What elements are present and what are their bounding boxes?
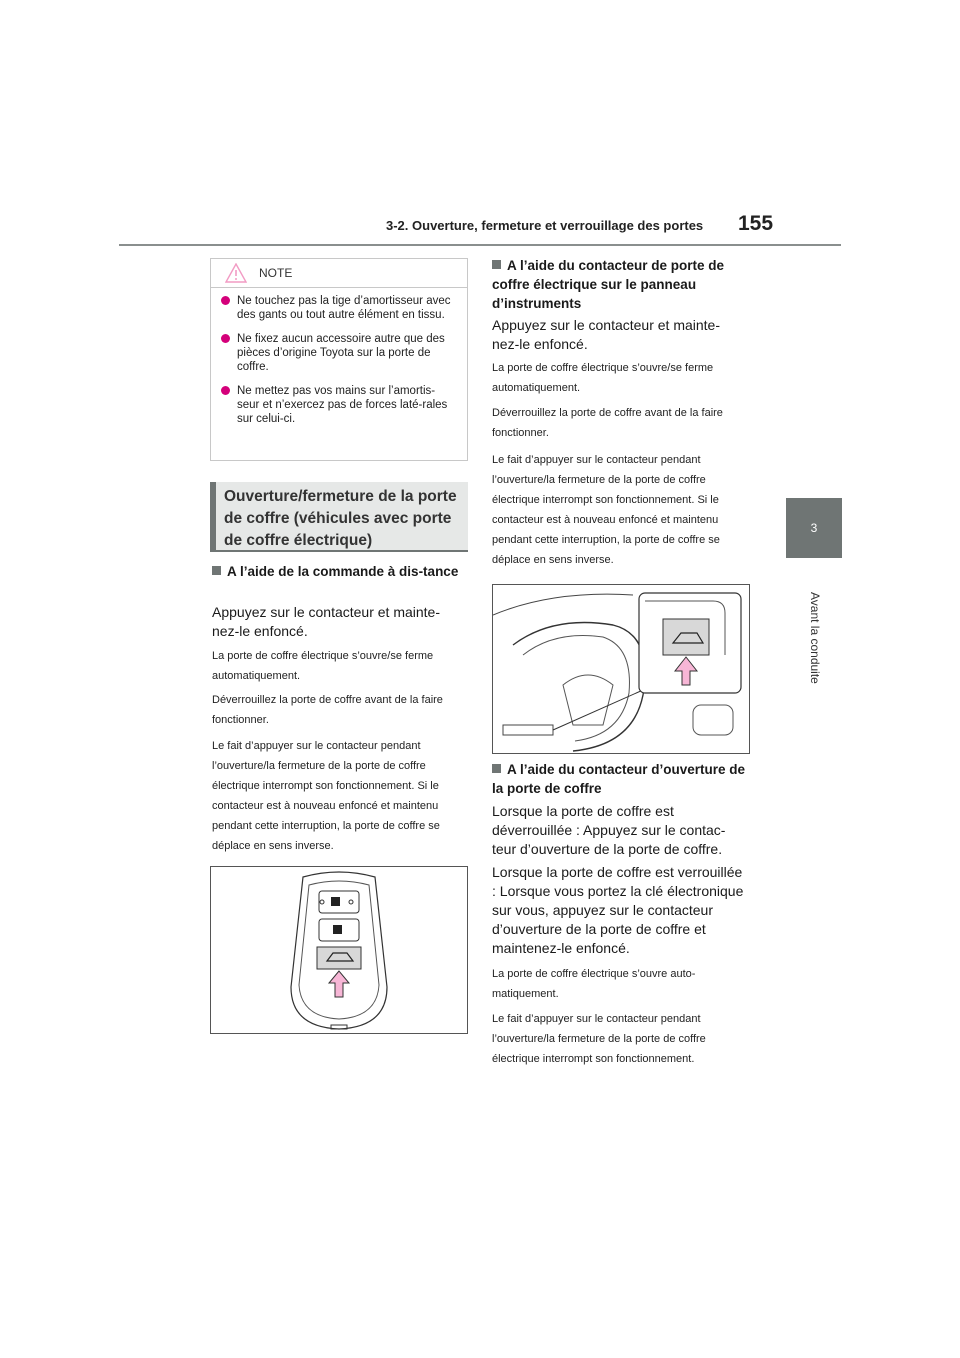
- header-divider: [119, 244, 841, 246]
- dashboard-illustration: [492, 584, 750, 754]
- section-title: Ouverture/fermeture de la porte de coffre (véhicules avec porte de coffre électrique): [224, 488, 457, 549]
- note-header: [211, 259, 467, 288]
- note-item: Ne fixez aucun accessoire autre que des pièces d’origine Toyota sur la porte de coffre.: [221, 332, 455, 374]
- square-bullet-icon: [492, 260, 501, 269]
- subheading-remote: A l’aide de la commande à dis-tance: [212, 562, 462, 581]
- subheading-panel-switch: A l’aide du contacteur de porte de coffre électrique sur le panneau d’instruments: [492, 258, 725, 311]
- running-header: 3-2. Ouverture, fermeture et verrouillage des portes: [386, 218, 704, 233]
- instruction-remote: Appuyez sur le contacteur et mainte-nez-le enfoncé.: [212, 604, 441, 639]
- warning-triangle-icon: [225, 263, 247, 283]
- paragraph: Le fait d’appuyer sur le contacteur pendant l’ouverture/la fermeture de la porte de coffre électrique interrompt son fonctionnement. Si le contacteur est à nouveau enfoncé et maintenu pendant cette interruption, la porte de coffre se déplace en sens inverse.: [212, 740, 440, 852]
- note-list: [211, 288, 467, 426]
- square-bullet-icon: [492, 764, 501, 773]
- paragraph: Le fait d’appuyer sur le contacteur pendant l’ouverture/la fermeture de la porte de coffre électrique interrompt son fonctionnement. Si le contacteur est à nouveau enfoncé et maintenu pendant cette interruption, la porte de coffre se déplace en sens inverse.: [492, 454, 720, 566]
- instruction-unlocked: Lorsque la porte de coffre est déverrouillée : Appuyez sur le contac-teur d’ouverture de la porte de coffre.: [492, 803, 726, 857]
- page-number: 155: [738, 212, 774, 235]
- paragraph: La porte de coffre électrique s’ouvre/se ferme automatiquement.: [212, 650, 434, 682]
- bullet-icon: [221, 296, 230, 305]
- section-heading-box: [210, 482, 468, 552]
- note-item: Ne mettez pas vos mains sur l’amortis-seur et n’exercez pas de forces laté-rales sur celui-ci.: [221, 384, 455, 426]
- note-title: NOTE: [259, 266, 293, 280]
- chapter-label: Avant la conduite: [808, 592, 822, 684]
- paragraph: Déverrouillez la porte de coffre avant de la faire fonctionner.: [492, 407, 723, 439]
- paragraph: Le fait d’appuyer sur le contacteur pendant l’ouverture/la fermeture de la porte de coffre électrique interrompt son fonctionnement.: [492, 1013, 706, 1065]
- key-fob-illustration: [210, 866, 468, 1034]
- square-bullet-icon: [212, 566, 221, 575]
- subheading-tailgate-opener: A l’aide du contacteur d’ouverture de la porte de coffre: [492, 762, 746, 796]
- key-fob-icon: [211, 867, 467, 1033]
- paragraph: Déverrouillez la porte de coffre avant de la faire fonctionner.: [212, 694, 443, 726]
- paragraph: La porte de coffre électrique s’ouvre auto-matiquement.: [492, 968, 696, 1000]
- instruction-locked: Lorsque la porte de coffre est verrouillée : Lorsque vous portez la clé électronique sur vous, appuyez sur le contacteur d’ouverture de la porte de coffre et maintenez-le enfoncé.: [492, 864, 744, 956]
- bullet-icon: [221, 386, 230, 395]
- note-box: [210, 258, 468, 461]
- instruction-panel-switch: Appuyez sur le contacteur et mainte-nez-le enfoncé.: [492, 317, 721, 352]
- chapter-tab: 3: [786, 498, 842, 558]
- paragraph: La porte de coffre électrique s’ouvre/se ferme automatiquement.: [492, 362, 714, 394]
- dashboard-icon: [493, 585, 749, 753]
- bullet-icon: [221, 334, 230, 343]
- note-item: Ne touchez pas la tige d’amortisseur avec des gants ou tout autre élément en tissu.: [221, 294, 455, 322]
